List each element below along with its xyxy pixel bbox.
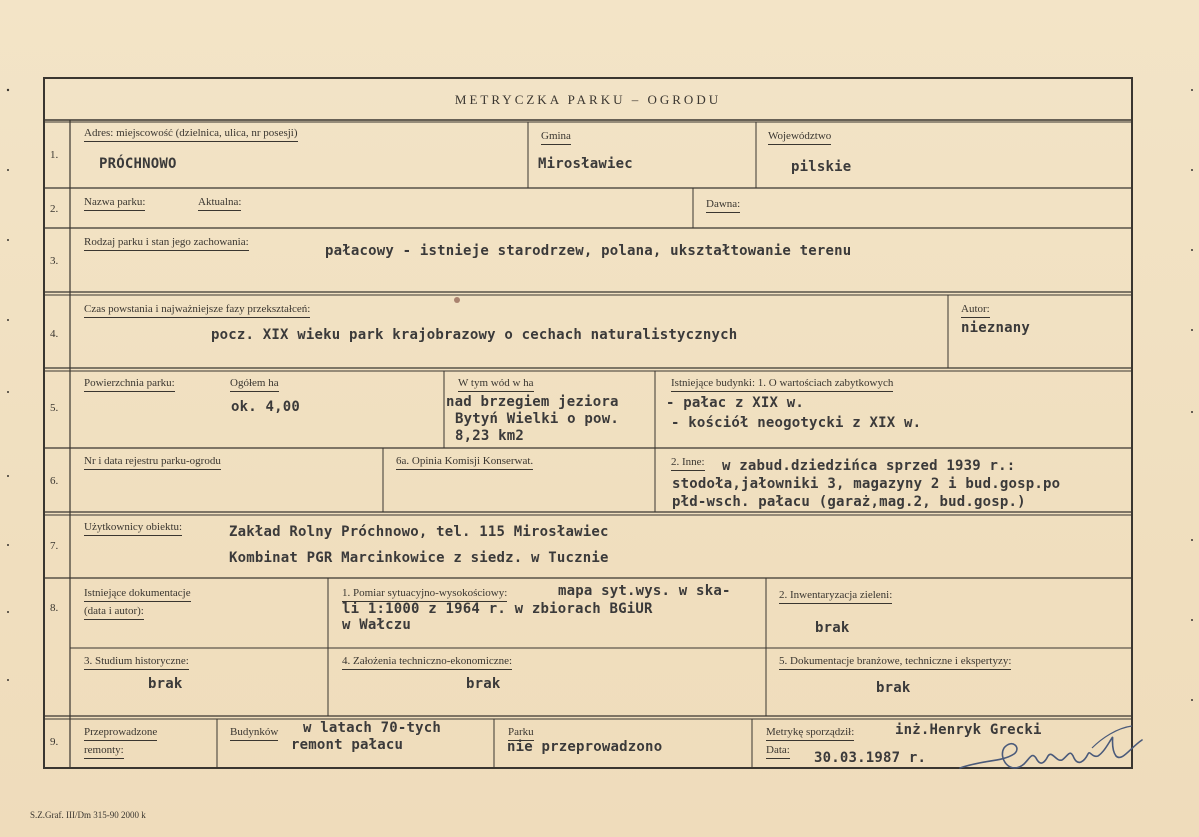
users-label: Użytkownicy obiektu: <box>84 521 182 536</box>
row-number-6: 6. <box>50 475 59 487</box>
prepared-by-label: Metrykę sporządził: <box>766 726 854 741</box>
voivodeship-label: Województwo <box>768 130 831 145</box>
row-number-5: 5. <box>50 402 59 414</box>
buildings-renovation-label: Budynków <box>230 726 278 741</box>
area-label: Powierzchnia parku: <box>84 377 175 392</box>
row-number-7: 7. <box>50 540 59 552</box>
buildings-line-2: - kościół neogotycki z XIX w. <box>671 415 922 431</box>
park-renovation-label: Parku <box>508 726 534 741</box>
conservator-opinion-label: 6a. Opinia Komisji Konserwat. <box>396 455 533 470</box>
existing-docs-sub-label: (data i autor): <box>84 605 144 620</box>
total-area-label: Ogółem ha <box>230 377 279 392</box>
water-area-line-3: 8,23 km2 <box>455 428 525 444</box>
row-number-9: 9. <box>50 736 59 748</box>
technical-economic-value: brak <box>466 676 501 692</box>
park-name-label: Nazwa parku: <box>84 196 145 211</box>
greenery-inventory-value: brak <box>815 620 850 636</box>
buildings-renovation-line-1: w latach 70-tych <box>303 720 442 736</box>
historical-study-value: brak <box>148 676 183 692</box>
branch-docs-value: brak <box>876 680 911 696</box>
gmina-value: Mirosławiec <box>538 156 633 172</box>
park-renovation-value: nie przeprowadzono <box>507 739 663 755</box>
author-value: nieznany <box>961 320 1031 336</box>
survey-line-1: mapa syt.wys. w ska- <box>558 583 731 599</box>
current-name-label: Aktualna: <box>198 196 241 211</box>
total-area-value: ok. 4,00 <box>231 399 301 415</box>
register-label: Nr i data rejestru parku-ogrodu <box>84 455 221 470</box>
prepared-by-value: inż.Henryk Grecki <box>895 722 1042 738</box>
other-buildings-line-2: stodoła,jałowniki 3, magazyny 2 i bud.gosp.po <box>672 476 1061 492</box>
row-number-2: 2. <box>50 203 59 215</box>
buildings-renovation-line-2: remont pałacu <box>291 737 404 753</box>
address-value: PRÓCHNOWO <box>99 156 177 172</box>
row-number-1: 1. <box>50 149 59 161</box>
buildings-label: Istniejące budynki: 1. O wartościach zabytkowych <box>671 377 893 392</box>
technical-economic-label: 4. Założenia techniczno-ekonomiczne: <box>342 655 512 670</box>
date-value: 30.03.1987 r. <box>814 750 927 766</box>
survey-line-3: w Wałczu <box>342 617 412 633</box>
date-label: Data: <box>766 744 790 759</box>
users-line-1: Zakład Rolny Próchnowo, tel. 115 Mirosławiec <box>229 524 609 540</box>
voivodeship-value: pilskie <box>791 159 852 175</box>
survey-line-2: li 1:1000 z 1964 r. w zbiorach BGiUR <box>342 601 653 617</box>
other-buildings-line-3: płd-wsch. pałacu (garaż,mag.2, bud.gosp.) <box>672 494 1026 510</box>
users-line-2: Kombinat PGR Marcinkowice z siedz. w Tucznie <box>229 550 609 566</box>
water-area-line-1: nad brzegiem jeziora <box>446 394 619 410</box>
other-buildings-label: 2. Inne: <box>671 456 705 471</box>
other-buildings-line-1: w zabud.dziedzińca sprzed 1939 r.: <box>722 458 1016 474</box>
row-number-8: 8. <box>50 602 59 614</box>
greenery-inventory-label: 2. Inwentaryzacja zieleni: <box>779 589 892 604</box>
author-label: Autor: <box>961 303 990 318</box>
signature <box>952 718 1152 788</box>
existing-docs-label: Istniejące dokumentacje <box>84 587 191 602</box>
gmina-label: Gmina <box>541 130 571 145</box>
branch-docs-label: 5. Dokumentacje branżowe, techniczne i ekspertyzy: <box>779 655 1011 670</box>
address-label: Adres: miejscowość (dzielnica, ulica, nr posesji) <box>84 127 298 142</box>
form-title: METRYCZKA PARKU – OGRODU <box>454 92 722 107</box>
park-type-label: Rodzaj parku i stan jego zachowania: <box>84 236 249 251</box>
period-label: Czas powstania i najważniejsze fazy przekształceń: <box>84 303 310 318</box>
footer-print-code: S.Z.Graf. III/Dm 315-90 2000 k <box>30 810 146 820</box>
water-area-label: W tym wód w ha <box>458 377 534 392</box>
row-number-3: 3. <box>50 255 59 267</box>
buildings-line-1: - pałac z XIX w. <box>666 395 805 411</box>
park-type-value: pałacowy - istnieje starodrzew, polana, ukształtowanie terenu <box>325 243 852 259</box>
period-value: pocz. XIX wieku park krajobrazowy o cechach naturalistycznych <box>211 327 738 343</box>
historical-study-label: 3. Studium historyczne: <box>84 655 189 670</box>
survey-label: 1. Pomiar sytuacyjno-wysokościowy: <box>342 587 507 602</box>
row-number-4: 4. <box>50 328 59 340</box>
water-area-line-2: Bytyń Wielki o pow. <box>455 411 619 427</box>
renovations-sub-label: remonty: <box>84 744 124 759</box>
former-name-label: Dawna: <box>706 198 740 213</box>
renovations-label: Przeprowadzone <box>84 726 157 741</box>
